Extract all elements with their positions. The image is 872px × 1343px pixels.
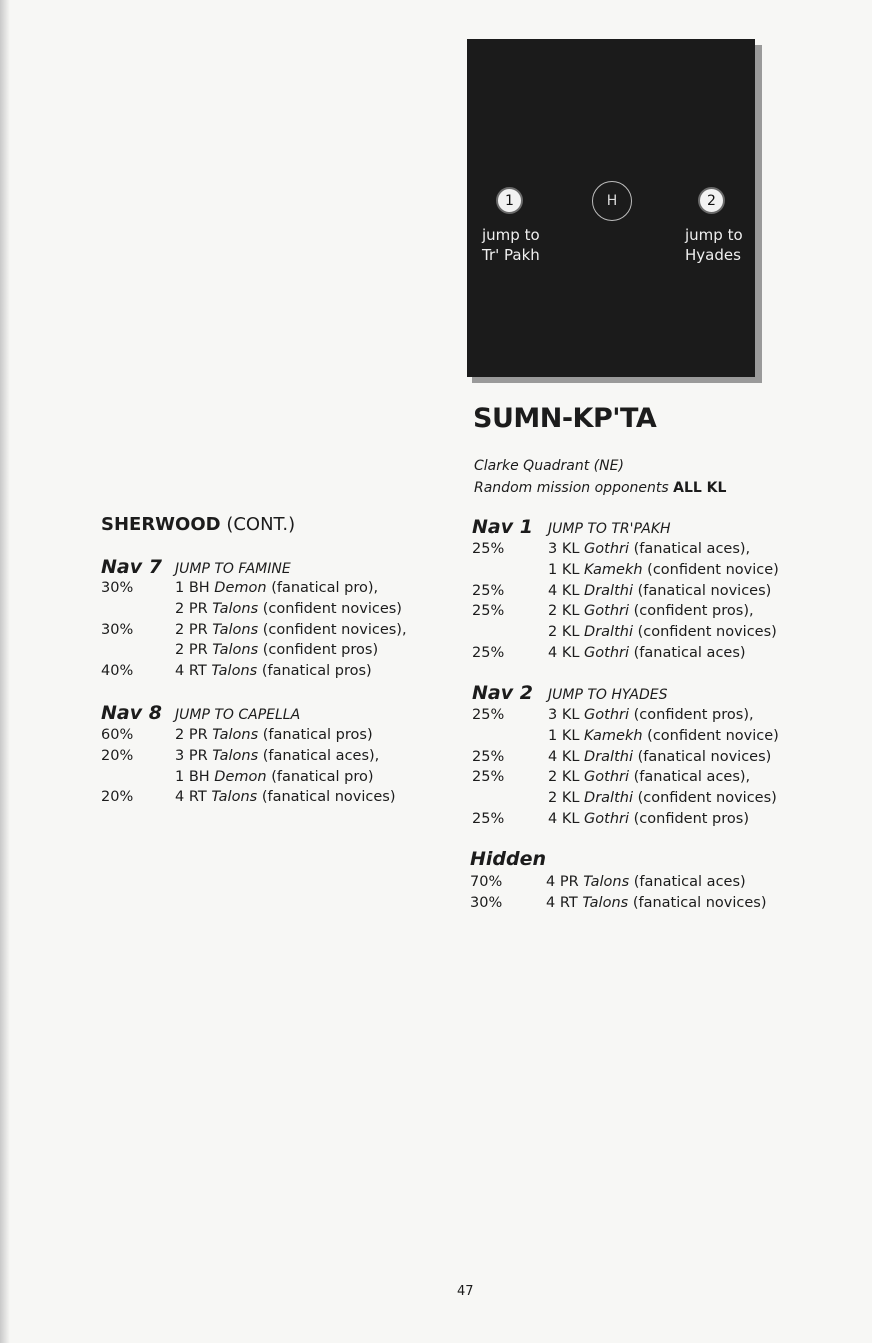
- row-description: [175, 622, 407, 638]
- row-description: [548, 624, 777, 640]
- row-pilots: (confident pros),: [633, 603, 754, 620]
- row-count: 4 PR: [546, 874, 579, 890]
- row-percent: 25%: [472, 582, 505, 599]
- nav-7-heading: [101, 556, 291, 578]
- row-ship: Kamekh: [584, 561, 643, 578]
- row-count: 2 PR: [175, 621, 208, 638]
- nav-point-2-label: [685, 225, 743, 265]
- row-count: 2 PR: [175, 727, 208, 743]
- row-description: [548, 707, 754, 723]
- row-ship: Gothri: [584, 811, 630, 827]
- opponents-label: Random mission opponents: [474, 480, 669, 496]
- row-pilots: (fanatical pro),: [271, 580, 379, 596]
- row-count: 4 KL: [548, 748, 580, 765]
- home-point-letter: H: [606, 193, 618, 209]
- nav-point-1-number: 1: [505, 192, 514, 209]
- nav-1-label: Nav 1: [472, 516, 533, 538]
- row-description: [548, 583, 771, 599]
- row-count: 2 PR: [175, 642, 208, 659]
- row-description: [546, 874, 746, 890]
- row-ship: Talons: [212, 727, 259, 743]
- row-pilots: (fanatical aces),: [262, 747, 380, 764]
- sherwood-title-bold: SHERWOOD: [101, 514, 221, 535]
- row-ship: Kamekh: [584, 727, 643, 744]
- row-pilots: (confident novices): [637, 790, 777, 807]
- row-count: 4 KL: [548, 645, 580, 661]
- row-ship: Demon: [214, 768, 267, 785]
- row-description: [175, 727, 373, 743]
- row-count: 3 KL: [548, 541, 580, 557]
- nav-2-heading: [472, 682, 668, 704]
- row-percent: 30%: [470, 894, 503, 911]
- row-pilots: (fanatical novices): [637, 748, 772, 765]
- row-count: 1 BH: [175, 768, 210, 785]
- system-map: [467, 39, 755, 377]
- row-count: 4 RT: [546, 894, 578, 911]
- row-ship: Talons: [212, 747, 259, 764]
- row-ship: Gothri: [584, 707, 630, 723]
- nav-7-destination: JUMP TO FAMINE: [175, 561, 291, 577]
- hidden-label: Hidden: [470, 848, 547, 870]
- row-description: [175, 789, 396, 805]
- row-description: [175, 663, 372, 679]
- row-description: [548, 811, 749, 827]
- row-description: [548, 645, 746, 661]
- row-ship: Talons: [212, 600, 259, 617]
- nav-point-2-number: 2: [707, 192, 716, 209]
- row-pilots: (confident novices): [637, 624, 777, 641]
- row-description: [548, 562, 779, 578]
- row-ship: Gothri: [584, 645, 630, 661]
- row-pilots: (confident pros),: [633, 707, 754, 723]
- nav-point-1-label: [482, 225, 540, 265]
- row-count: 1 KL: [548, 727, 580, 744]
- row-ship: Gothri: [584, 603, 630, 620]
- row-ship: Gothri: [584, 541, 630, 557]
- row-pilots: (confident novices),: [262, 621, 407, 638]
- row-pilots: (confident novice): [647, 561, 779, 578]
- row-description: [548, 603, 754, 619]
- nav-8-label: Nav 8: [101, 702, 162, 724]
- nav-1-heading: [472, 516, 671, 538]
- row-percent: 20%: [101, 789, 134, 806]
- page-edge: [0, 0, 10, 1343]
- nav-point-2-label-line2: Hyades: [685, 246, 741, 264]
- hidden-heading: [470, 848, 546, 870]
- nav-point-2-label-line1: jump to: [685, 226, 743, 244]
- row-description: [548, 728, 779, 744]
- row-description: [175, 580, 378, 596]
- opponents-line: [474, 480, 726, 496]
- row-pilots: (fanatical aces),: [633, 769, 751, 786]
- row-description: [548, 790, 777, 806]
- row-description: [548, 769, 750, 785]
- row-description: [175, 748, 379, 764]
- opponents-value: ALL KL: [673, 480, 727, 496]
- quadrant-text: Clarke Quadrant (NE): [474, 458, 624, 474]
- nav-8-destination: JUMP TO CAPELLA: [175, 707, 301, 723]
- row-count: 2 PR: [175, 600, 208, 617]
- row-ship: Dralthi: [584, 748, 633, 765]
- row-pilots: (confident pros): [633, 811, 749, 827]
- row-ship: Dralthi: [584, 582, 633, 599]
- nav-2-label: Nav 2: [472, 682, 533, 704]
- row-count: 4 RT: [175, 789, 207, 806]
- row-ship: Gothri: [584, 769, 630, 786]
- row-description: [175, 601, 402, 617]
- row-pilots: (fanatical novices): [637, 582, 772, 599]
- row-count: 2 KL: [548, 603, 580, 620]
- row-count: 1 BH: [175, 580, 210, 596]
- page-number: 47: [457, 1284, 474, 1299]
- row-percent: 25%: [472, 707, 505, 723]
- row-ship: Demon: [214, 580, 267, 596]
- row-pilots: (fanatical novices): [261, 789, 396, 806]
- row-pilots: (fanatical pros): [262, 727, 373, 743]
- row-pilots: (confident pros): [262, 642, 379, 659]
- row-pilots: (fanatical aces): [633, 645, 746, 661]
- row-count: 2 KL: [548, 790, 580, 807]
- row-ship: Talons: [212, 642, 259, 659]
- row-ship: Talons: [582, 894, 629, 911]
- sherwood-title: [101, 514, 295, 535]
- nav-point-1-marker: [496, 187, 523, 214]
- row-description: [546, 895, 767, 911]
- row-ship: Talons: [212, 621, 259, 638]
- row-description: [548, 749, 771, 765]
- row-percent: 25%: [472, 645, 505, 661]
- row-ship: Talons: [211, 789, 258, 806]
- row-count: 4 KL: [548, 582, 580, 599]
- row-pilots: (confident novice): [647, 727, 779, 744]
- row-description: [175, 642, 378, 658]
- quadrant-line: [474, 458, 624, 474]
- row-ship: Dralthi: [584, 790, 633, 807]
- nav-point-2-marker: [698, 187, 725, 214]
- nav-7-label: Nav 7: [101, 556, 162, 578]
- row-count: 2 KL: [548, 624, 580, 641]
- nav-point-1-label-line2: Tr' Pakh: [482, 246, 540, 264]
- row-percent: 40%: [101, 663, 134, 680]
- sherwood-title-suffix: (CONT.): [220, 514, 296, 535]
- row-pilots: (fanatical novices): [632, 894, 767, 911]
- row-percent: 25%: [472, 603, 505, 620]
- nav-2-destination: JUMP TO HYADES: [548, 687, 668, 703]
- row-pilots: (fanatical aces): [633, 874, 746, 890]
- row-count: 2 KL: [548, 769, 580, 786]
- row-percent: 25%: [472, 748, 505, 765]
- row-count: 1 KL: [548, 561, 580, 578]
- row-count: 4 RT: [175, 663, 207, 680]
- row-count: 4 KL: [548, 811, 580, 827]
- row-percent: 70%: [470, 874, 503, 890]
- row-count: 3 PR: [175, 747, 208, 764]
- nav-8-heading: [101, 702, 301, 724]
- row-ship: Talons: [583, 874, 630, 890]
- row-percent: 25%: [472, 811, 505, 827]
- row-count: 3 KL: [548, 707, 580, 723]
- system-title: SUMN-KP'TA: [473, 403, 657, 434]
- row-percent: 60%: [101, 727, 134, 743]
- home-point-marker: [592, 181, 632, 221]
- row-pilots: (fanatical pros): [261, 663, 372, 680]
- row-pilots: (confident novices): [262, 600, 402, 617]
- row-pilots: (fanatical aces),: [633, 541, 751, 557]
- nav-point-1-label-line1: jump to: [482, 226, 540, 244]
- row-ship: Dralthi: [584, 624, 633, 641]
- row-description: [175, 769, 374, 785]
- row-description: [548, 541, 750, 557]
- nav-1-destination: JUMP TO TR'PAKH: [548, 521, 671, 537]
- row-percent: 25%: [472, 769, 505, 786]
- row-pilots: (fanatical pro): [271, 768, 374, 785]
- row-percent: 30%: [101, 580, 134, 596]
- row-percent: 30%: [101, 621, 134, 638]
- row-ship: Talons: [211, 663, 258, 680]
- row-percent: 25%: [472, 541, 505, 557]
- row-percent: 20%: [101, 747, 134, 764]
